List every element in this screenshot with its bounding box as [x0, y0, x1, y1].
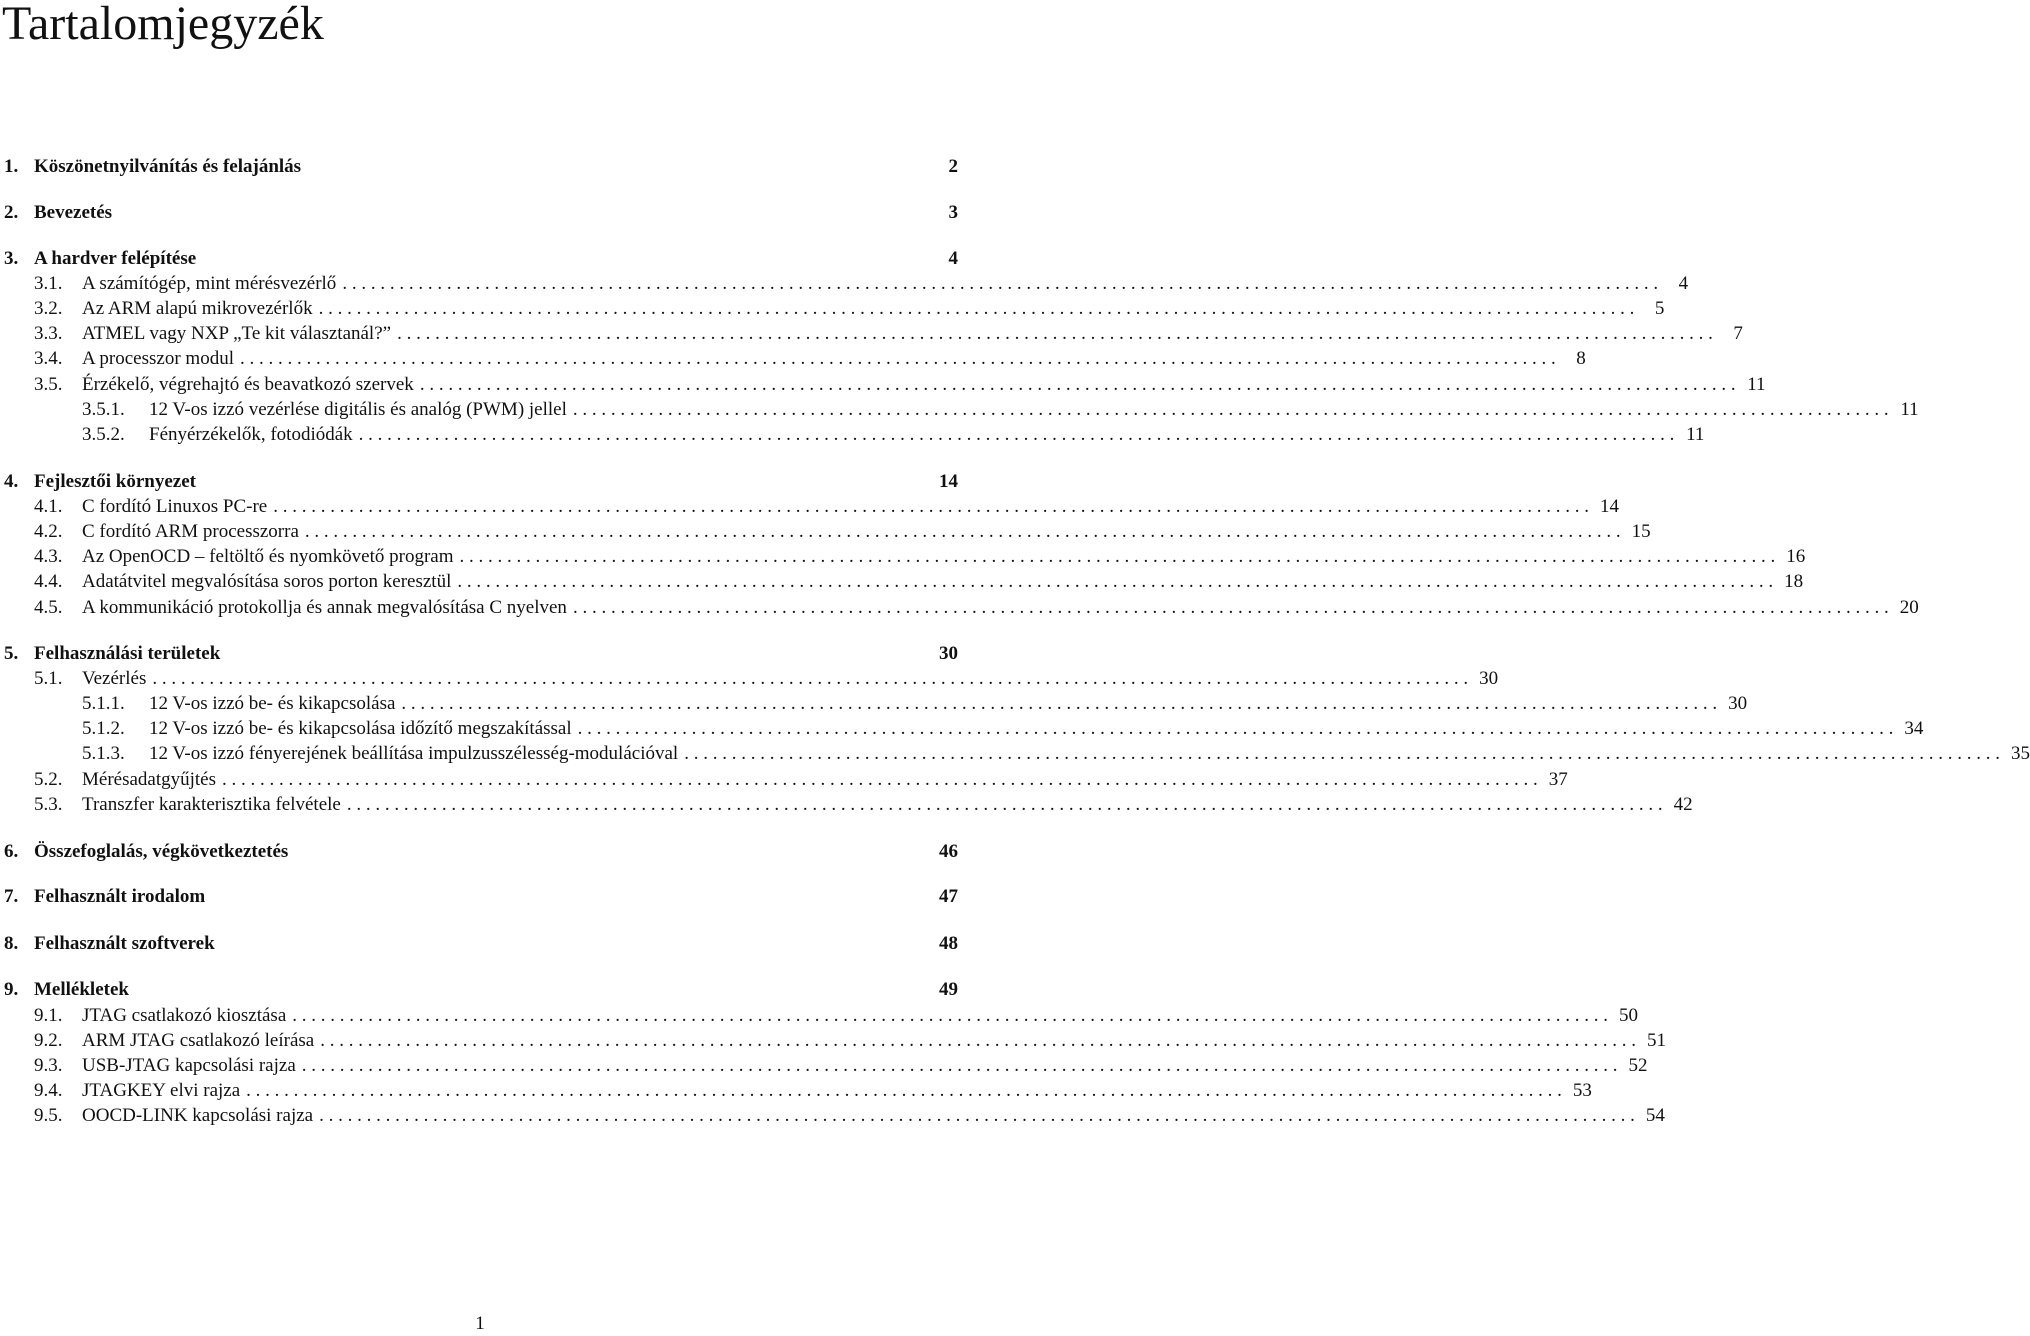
toc-entry-number: 3.4.	[34, 348, 63, 369]
toc-entry-title[interactable]: Köszönetnyilvánítás és felajánlás	[34, 156, 302, 177]
toc-entry-number: 1.	[4, 156, 19, 177]
toc-section[interactable]	[0, 1054, 1648, 1078]
toc-entry-number: 9.5.	[34, 1105, 63, 1126]
toc-entry-title[interactable]: A processzor modul	[82, 348, 234, 369]
toc-chapter[interactable]	[0, 932, 958, 956]
dot-leader: . . . . . . . . . . . . . . . . . . . . . . . . . . . . . . . . . . . . . . . . . . . . . . . . . . . . . . . . . . . . . . . . . . . . . . . . . . . . . . . . . . . . . . . . . . . . . . . . . . . . . . . . . . . . . . . . . . . . . . . . . . . . . . . . . . . . . . . . . . .	[397, 323, 1713, 344]
toc-entry-number: 9.4.	[34, 1080, 63, 1101]
toc-entry-title[interactable]: C fordító Linuxos PC-re	[82, 496, 268, 517]
dot-leader: . . . . . . . . . . . . . . . . . . . . . . . . . . . . . . . . . . . . . . . . . . . . . . . . . . . . . . . . . . . . . . . . . . . . . . . . . . . . . . . . . . . . . . . . . . . . . . . . . . . . . . . . . . . . . . . . . . . . . . . . . . . . . . . . . . . . . . . . . . .	[246, 1080, 1562, 1101]
toc-entry-page[interactable]: 46	[939, 841, 958, 862]
toc-entry-title[interactable]: Fejlesztői környezet	[34, 471, 196, 492]
toc-subsection[interactable]	[0, 398, 1919, 422]
toc-entry-title[interactable]: Az OpenOCD – feltöltő és nyomkövető program	[82, 546, 454, 567]
toc-entry-page[interactable]: 35	[2010, 743, 2030, 764]
toc-entry-number: 4.	[4, 471, 19, 492]
dot-leader: . . . . . . . . . . . . . . . . . . . . . . . . . . . . . . . . . . . . . . . . . . . . . . . . . . . . . . . . . . . . . . . . . . . . . . . . . . . . . . . . . . . . . . . . . . . . . . . . . . . . . . . . . . . . . . . . . . . . . . . . . . . . . . . . . . . . . . . . . . .	[273, 496, 1589, 517]
toc-entry-number: 5.1.2.	[82, 718, 125, 739]
dot-leader: . . . . . . . . . . . . . . . . . . . . . . . . . . . . . . . . . . . . . . . . . . . . . . . . . . . . . . . . . . . . . . . . . . . . . . . . . . . . . . . . . . . . . . . . . . . . . . . . . . . . . . . . . . . . . . . . . . . . . . . . . . . . . . . . . . . . . . . . . . .	[342, 273, 1659, 294]
toc-entry-title[interactable]: Mellékletek	[34, 979, 129, 1000]
toc-entry-number: 3.5.2.	[82, 424, 125, 445]
dot-leader: . . . . . . . . . . . . . . . . . . . . . . . . . . . . . . . . . . . . . . . . . . . . . . . . . . . . . . . . . . . . . . . . . . . . . . . . . . . . . . . . . . . . . . . . . . . . . . . . . . . . . . . . . . . . . . . . . . . . . . . . . . . . . . . . . . . . . . . . . . .	[320, 1030, 1636, 1051]
dot-leader: . . . . . . . . . . . . . . . . . . . . . . . . . . . . . . . . . . . . . . . . . . . . . . . . . . . . . . . . . . . . . . . . . . . . . . . . . . . . . . . . . . . . . . . . . . . . . . . . . . . . . . . . . . . . . . . . . . . . . . . . . . . . . . . . . . . . . . . . . . .	[572, 597, 1889, 618]
dot-leader: . . . . . . . . . . . . . . . . . . . . . . . . . . . . . . . . . . . . . . . . . . . . . . . . . . . . . . . . . . . . . . . . . . . . . . . . . . . . . . . . . . . . . . . . . . . . . . . . . . . . . . . . . . . . . . . . . . . . . . . . . . . . . . . . . . . . . . . . . . .	[684, 743, 2000, 764]
toc-chapter[interactable]	[0, 247, 958, 271]
toc-entry-title[interactable]: ARM JTAG csatlakozó leírása	[82, 1030, 315, 1051]
toc-entry-page[interactable]: 11	[1900, 399, 1919, 420]
toc-entry-number: 9.3.	[34, 1055, 63, 1076]
toc-entry-number: 5.2.	[34, 769, 63, 790]
toc-entry-page[interactable]: 52	[1628, 1055, 1648, 1076]
toc-entry-number: 4.3.	[34, 546, 63, 567]
toc-entry-title[interactable]: C fordító ARM processzorra	[82, 521, 299, 542]
toc-section[interactable]	[0, 1104, 1665, 1128]
toc-entry-page[interactable]: 30	[939, 643, 958, 664]
toc-chapter[interactable]	[0, 470, 958, 494]
toc-section[interactable]	[0, 667, 1499, 691]
toc-chapter[interactable]	[0, 201, 958, 225]
toc-entry-title[interactable]: Az ARM alapú mikrovezérlők	[82, 298, 313, 319]
toc-entry-page[interactable]: 11	[1686, 424, 1705, 445]
toc-entry-title[interactable]: 12 V-os izzó be- és kikapcsolása	[149, 693, 396, 714]
toc-entry-page[interactable]: 51	[1646, 1030, 1666, 1051]
toc-section[interactable]	[0, 793, 1693, 817]
toc-section[interactable]	[0, 347, 1586, 371]
toc-section[interactable]	[0, 768, 1568, 792]
toc-entry-number: 3.5.1.	[82, 399, 125, 420]
toc-subsection[interactable]	[0, 423, 1705, 447]
toc-entry-number: 6.	[4, 841, 19, 862]
toc-entry-page[interactable]: 14	[1600, 496, 1619, 517]
toc-entry-title[interactable]: A kommunikáció protokollja és annak megvalósítása C nyelven	[82, 597, 567, 618]
toc-section[interactable]	[0, 272, 1689, 296]
toc-entry-number: 2.	[4, 202, 19, 223]
dot-leader: . . . . . . . . . . . . . . . . . . . . . . . . . . . . . . . . . . . . . . . . . . . . . . . . . . . . . . . . . . . . . . . . . . . . . . . . . . . . . . . . . . . . . . . . . . . . . . . . . . . . . . . . . . . . . . . . . . . . . . . . . . . . . . . . . . . . . . . . . . .	[577, 718, 1894, 739]
toc-entry-number: 9.	[4, 979, 19, 1000]
toc-entry-number: 5.	[4, 643, 19, 664]
toc-entry-number: 9.1.	[34, 1005, 63, 1026]
toc-entry-title[interactable]: ATMEL vagy NXP „Te kit választanál?”	[82, 323, 392, 344]
toc-section[interactable]	[0, 1079, 1592, 1103]
toc-entry-page[interactable]: 18	[1784, 571, 1804, 592]
toc-section[interactable]	[0, 520, 1651, 544]
page-number: 1	[475, 1313, 485, 1334]
toc-entry-page[interactable]: 16	[1786, 546, 1806, 567]
toc-section[interactable]	[0, 1029, 1666, 1053]
toc-entry-number: 5.1.	[34, 668, 63, 689]
toc-section[interactable]	[0, 322, 1743, 346]
toc-entry-title[interactable]: Összefoglalás, végkövetkeztetés	[34, 841, 289, 862]
toc-section[interactable]	[0, 545, 1806, 569]
toc-entry-title[interactable]: JTAGKEY elvi rajza	[82, 1080, 241, 1101]
toc-chapter[interactable]	[0, 978, 958, 1002]
dot-leader: . . . . . . . . . . . . . . . . . . . . . . . . . . . . . . . . . . . . . . . . . . . . . . . . . . . . . . . . . . . . . . . . . . . . . . . . . . . . . . . . . . . . . . . . . . . . . . . . . . . . . . . . . . . . . . . . . . . . . . . . . . . . . . . . . . . . . . . . . . .	[301, 1055, 1618, 1076]
toc-entry-page[interactable]: 49	[939, 979, 958, 1000]
toc-entry-title[interactable]: A számítógép, mint mérésvezérlő	[82, 273, 337, 294]
toc-entry-page[interactable]: 4	[1678, 273, 1689, 294]
dot-leader: . . . . . . . . . . . . . . . . . . . . . . . . . . . . . . . . . . . . . . . . . . . . . . . . . . . . . . . . . . . . . . . . . . . . . . . . . . . . . . . . . . . . . . . . . . . . . . . . . . . . . . . . . . . . . . . . . . . . . . . . . . . . . . . . . . . . . . . . . . .	[152, 668, 1469, 689]
toc-entry-page[interactable]: 14	[939, 471, 958, 492]
toc-entry-title[interactable]: Felhasznált szoftverek	[34, 933, 215, 954]
toc-entry-title[interactable]: OOCD-LINK kapcsolási rajza	[82, 1105, 314, 1126]
toc-entry-title[interactable]: 12 V-os izzó vezérlése digitális és analóg (PWM) jellel	[149, 399, 567, 420]
toc-section[interactable]	[0, 596, 1919, 620]
toc-entry-title[interactable]: Mérésadatgyűjtés	[82, 769, 217, 790]
toc-entry-page[interactable]: 30	[1728, 693, 1748, 714]
dot-leader: . . . . . . . . . . . . . . . . . . . . . . . . . . . . . . . . . . . . . . . . . . . . . . . . . . . . . . . . . . . . . . . . . . . . . . . . . . . . . . . . . . . . . . . . . . . . . . . . . . . . . . . . . . . . . . . . . . . . . . . . . . . . . . . . . . . . . . . . . . .	[358, 424, 1675, 445]
toc-chapter[interactable]	[0, 642, 958, 666]
dot-leader: . . . . . . . . . . . . . . . . . . . . . . . . . . . . . . . . . . . . . . . . . . . . . . . . . . . . . . . . . . . . . . . . . . . . . . . . . . . . . . . . . . . . . . . . . . . . . . . . . . . . . . . . . . . . . . . . . . . . . . . . . . . . . . . . . . . . . . . . . . .	[346, 794, 1663, 815]
toc-entry-page[interactable]: 8	[1576, 348, 1586, 369]
dot-leader: . . . . . . . . . . . . . . . . . . . . . . . . . . . . . . . . . . . . . . . . . . . . . . . . . . . . . . . . . . . . . . . . . . . . . . . . . . . . . . . . . . . . . . . . . . . . . . . . . . . . . . . . . . . . . . . . . . . . . . . . . . . . . . . . . . . . . . . . . . .	[459, 546, 1776, 567]
toc-entry-number: 4.5.	[34, 597, 63, 618]
toc-subsection[interactable]	[0, 742, 2030, 766]
toc-entry-number: 9.2.	[34, 1030, 63, 1051]
toc-entry-title[interactable]: JTAG csatlakozó kiosztása	[82, 1005, 287, 1026]
dot-leader: . . . . . . . . . . . . . . . . . . . . . . . . . . . . . . . . . . . . . . . . . . . . . . . . . . . . . . . . . . . . . . . . . . . . . . . . . . . . . . . . . . . . . . . . . . . . . . . . . . . . . . . . . . . . . . . . . . . . . . . . . . . . . . . . . . . . . . . . . . .	[304, 521, 1621, 542]
toc-section[interactable]	[0, 495, 1619, 519]
toc-entry-number: 3.3.	[34, 323, 63, 344]
toc-entry-number: 7.	[4, 886, 19, 907]
toc-entry-number: 8.	[4, 933, 19, 954]
toc-entry-number: 3.	[4, 248, 19, 269]
toc-entry-page[interactable]: 50	[1619, 1005, 1638, 1026]
toc-chapter[interactable]	[0, 840, 958, 864]
toc-entry-page[interactable]: 30	[1479, 668, 1499, 689]
toc-section[interactable]	[0, 1004, 1638, 1028]
toc-entry-title[interactable]: USB-JTAG kapcsolási rajza	[82, 1055, 296, 1076]
toc-entry-title[interactable]: Fényérzékelők, fotodiódák	[149, 424, 353, 445]
toc-entry-title[interactable]: Bevezetés	[34, 202, 113, 223]
toc-entry-page[interactable]: 15	[1631, 521, 1651, 542]
page-title: Tartalomjegyzék	[2, 0, 324, 50]
toc-entry-page[interactable]: 42	[1673, 794, 1693, 815]
toc-entry-title[interactable]: Vezérlés	[82, 668, 147, 689]
toc-entry-number: 3.1.	[34, 273, 63, 294]
toc-entry-number: 5.1.3.	[82, 743, 125, 764]
toc-entry-title[interactable]: Felhasználási területek	[34, 643, 221, 664]
dot-leader: . . . . . . . . . . . . . . . . . . . . . . . . . . . . . . . . . . . . . . . . . . . . . . . . . . . . . . . . . . . . . . . . . . . . . . . . . . . . . . . . . . . . . . . . . . . . . . . . . . . . . . . . . . . . . . . . . . . . . . . . . . . . . . . . . . . . . . . . . . .	[419, 374, 1736, 395]
toc-entry-title[interactable]: Transzfer karakterisztika felvétele	[82, 794, 341, 815]
dot-leader: . . . . . . . . . . . . . . . . . . . . . . . . . . . . . . . . . . . . . . . . . . . . . . . . . . . . . . . . . . . . . . . . . . . . . . . . . . . . . . . . . . . . . . . . . . . . . . . . . . . . . . . . . . . . . . . . . . . . . . . . . . . . . . . . . . . . . . . . . . .	[292, 1005, 1608, 1026]
toc-section[interactable]	[0, 373, 1766, 397]
toc-entry-title[interactable]: 12 V-os izzó fényerejének beállítása impulzusszélesség-modulációval	[149, 743, 679, 764]
dot-leader: . . . . . . . . . . . . . . . . . . . . . . . . . . . . . . . . . . . . . . . . . . . . . . . . . . . . . . . . . . . . . . . . . . . . . . . . . . . . . . . . . . . . . . . . . . . . . . . . . . . . . . . . . . . . . . . . . . . . . . . . . . . . . . . . . . . . . . . . . . .	[222, 769, 1538, 790]
toc-entry-number: 3.5.	[34, 374, 63, 395]
toc-entry-page[interactable]: 47	[939, 886, 958, 907]
toc-entry-page[interactable]: 20	[1899, 597, 1919, 618]
toc-entry-page[interactable]: 34	[1904, 718, 1924, 739]
toc-section[interactable]	[0, 297, 1665, 321]
dot-leader: . . . . . . . . . . . . . . . . . . . . . . . . . . . . . . . . . . . . . . . . . . . . . . . . . . . . . . . . . . . . . . . . . . . . . . . . . . . . . . . . . . . . . . . . . . . . . . . . . . . . . . . . . . . . . . . . . . . . . . . . . . . . . . . . . . . . . . . . . . .	[318, 298, 1635, 319]
toc-entry-title[interactable]: A hardver felépítése	[34, 248, 197, 269]
toc-entry-page[interactable]: 4	[948, 248, 958, 269]
dot-leader: . . . . . . . . . . . . . . . . . . . . . . . . . . . . . . . . . . . . . . . . . . . . . . . . . . . . . . . . . . . . . . . . . . . . . . . . . . . . . . . . . . . . . . . . . . . . . . . . . . . . . . . . . . . . . . . . . . . . . . . . . . . . . . . . . . . . . . . . . . .	[457, 571, 1774, 592]
toc-subsection[interactable]	[0, 717, 1924, 741]
toc-entry-page[interactable]: 11	[1747, 374, 1766, 395]
toc-entry-page[interactable]: 2	[948, 156, 958, 177]
toc-entry-number: 5.3.	[34, 794, 63, 815]
toc-entry-page[interactable]: 7	[1733, 323, 1743, 344]
toc-chapter[interactable]	[0, 885, 958, 909]
toc-entry-page[interactable]: 54	[1645, 1105, 1665, 1126]
toc-entry-title[interactable]: 12 V-os izzó be- és kikapcsolása időzítő megszakítással	[149, 718, 572, 739]
dot-leader: . . . . . . . . . . . . . . . . . . . . . . . . . . . . . . . . . . . . . . . . . . . . . . . . . . . . . . . . . . . . . . . . . . . . . . . . . . . . . . . . . . . . . . . . . . . . . . . . . . . . . . . . . . . . . . . . . . . . . . . . . . . . . . . . . . . . . . . . . . .	[319, 1105, 1635, 1126]
toc-entry-page[interactable]: 48	[939, 933, 958, 954]
toc-subsection[interactable]	[0, 692, 1748, 716]
toc-entry-number: 4.1.	[34, 496, 63, 517]
dot-leader: . . . . . . . . . . . . . . . . . . . . . . . . . . . . . . . . . . . . . . . . . . . . . . . . . . . . . . . . . . . . . . . . . . . . . . . . . . . . . . . . . . . . . . . . . . . . . . . . . . . . . . . . . . . . . . . . . . . . . . . . . . . . . . . . . . . . . . . . . . .	[239, 348, 1556, 369]
toc-entry-title[interactable]: Felhasznált irodalom	[34, 886, 206, 907]
toc-section[interactable]	[0, 570, 1804, 594]
dot-leader: . . . . . . . . . . . . . . . . . . . . . . . . . . . . . . . . . . . . . . . . . . . . . . . . . . . . . . . . . . . . . . . . . . . . . . . . . . . . . . . . . . . . . . . . . . . . . . . . . . . . . . . . . . . . . . . . . . . . . . . . . . . . . . . . . . . . . . . . . . .	[401, 693, 1718, 714]
toc-entry-page[interactable]: 3	[948, 202, 958, 223]
dot-leader: . . . . . . . . . . . . . . . . . . . . . . . . . . . . . . . . . . . . . . . . . . . . . . . . . . . . . . . . . . . . . . . . . . . . . . . . . . . . . . . . . . . . . . . . . . . . . . . . . . . . . . . . . . . . . . . . . . . . . . . . . . . . . . . . . . . . . . . . . . .	[572, 399, 1889, 420]
toc-entry-page[interactable]: 53	[1572, 1080, 1592, 1101]
toc-chapter[interactable]	[0, 155, 958, 179]
toc-entry-title[interactable]: Adatátvitel megvalósítása soros porton keresztül	[82, 571, 452, 592]
toc-entry-number: 5.1.1.	[82, 693, 125, 714]
toc-entry-page[interactable]: 5	[1654, 298, 1665, 319]
toc-entry-number: 3.2.	[34, 298, 63, 319]
toc-entry-number: 4.2.	[34, 521, 63, 542]
toc-entry-number: 4.4.	[34, 571, 63, 592]
toc-entry-page[interactable]: 37	[1548, 769, 1568, 790]
toc-entry-title[interactable]: Érzékelő, végrehajtó és beavatkozó szervek	[82, 374, 414, 395]
